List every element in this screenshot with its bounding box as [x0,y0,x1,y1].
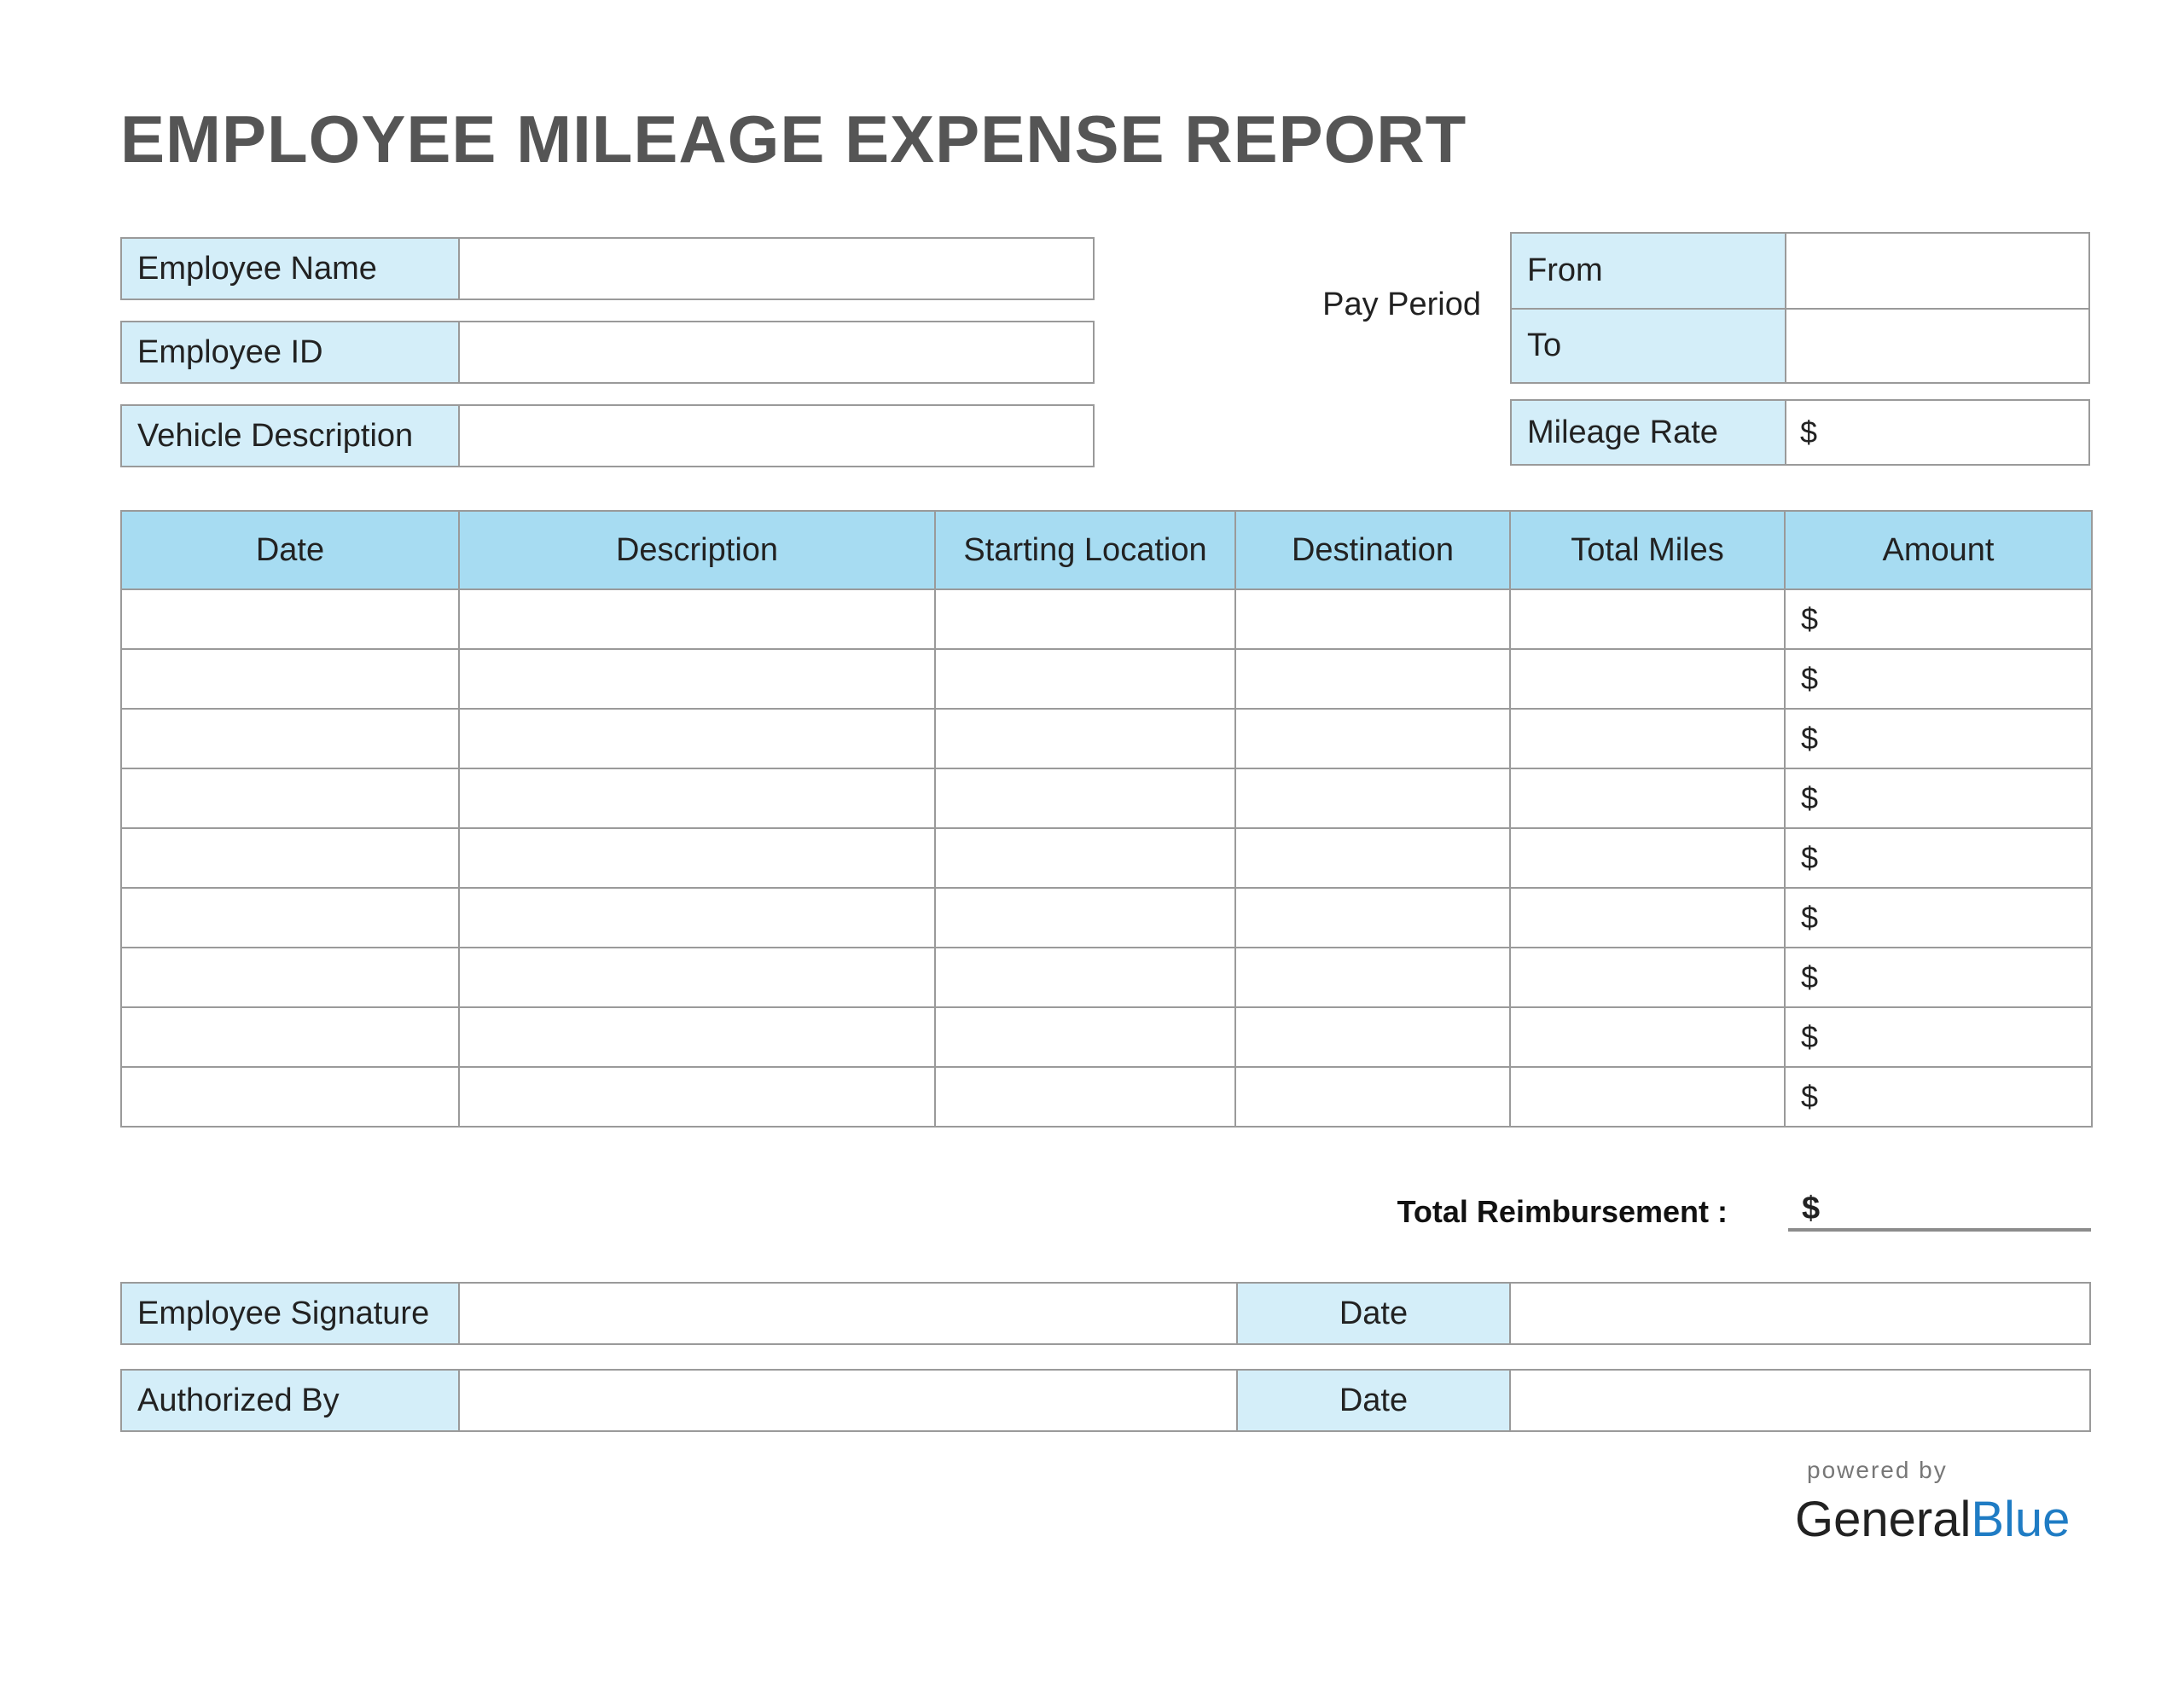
total-reimbursement-label: Total Reimbursement : [1397,1194,1728,1229]
header-starting-location: Starting Location [935,511,1235,589]
mileage-rate-label: Mileage Rate [1512,401,1786,464]
pay-period-to-input[interactable] [1786,310,2088,382]
table-row [121,828,2092,888]
brand-general: General [1795,1492,1972,1547]
cell-amount[interactable]: $ [1785,1007,2092,1067]
cell-destination[interactable] [1235,948,1510,1007]
cell-starting-location[interactable] [935,709,1235,768]
cell-date[interactable] [121,1007,459,1067]
cell-destination[interactable] [1235,828,1510,888]
table-body [121,589,2092,1127]
cell-amount[interactable]: $ [1785,948,2092,1007]
cell-total-miles[interactable] [1510,828,1785,888]
cell-destination[interactable] [1235,589,1510,649]
cell-destination[interactable] [1235,649,1510,709]
authorized-by-date-label: Date [1236,1371,1511,1430]
pay-period-from-row [1512,234,2088,308]
header-amount: Amount [1785,511,2092,589]
cell-date[interactable] [121,709,459,768]
header-description: Description [459,511,935,589]
page-title: EMPLOYEE MILEAGE EXPENSE REPORT [120,101,1467,177]
cell-destination[interactable] [1235,768,1510,828]
cell-starting-location[interactable] [935,768,1235,828]
cell-amount[interactable]: $ [1785,709,2092,768]
cell-amount[interactable]: $ [1785,649,2092,709]
cell-date[interactable] [121,888,459,948]
pay-period-label: Pay Period [1322,287,1481,322]
cell-starting-location[interactable] [935,649,1235,709]
cell-date[interactable] [121,828,459,888]
vehicle-description-field[interactable] [120,404,1095,467]
pay-period-to-row [1512,308,2088,382]
vehicle-description-label: Vehicle Description [122,406,460,466]
pay-period-to-label: To [1512,310,1786,382]
cell-amount[interactable]: $ [1785,1067,2092,1127]
cell-total-miles[interactable] [1510,1067,1785,1127]
cell-amount[interactable]: $ [1785,828,2092,888]
cell-description[interactable] [459,768,935,828]
authorized-by-date-input[interactable] [1511,1371,2089,1430]
cell-description[interactable] [459,948,935,1007]
cell-date[interactable] [121,589,459,649]
cell-description[interactable] [459,1067,935,1127]
cell-amount[interactable]: $ [1785,768,2092,828]
cell-date[interactable] [121,1067,459,1127]
header-date: Date [121,511,459,589]
employee-signature-row [120,1282,2091,1345]
cell-destination[interactable] [1235,1007,1510,1067]
employee-signature-input[interactable] [460,1284,1236,1343]
authorized-by-label: Authorized By [122,1371,460,1430]
total-reimbursement-value[interactable]: $ [1788,1191,2091,1232]
pay-period-box [1510,232,2090,384]
table-header-row [121,511,2092,589]
table-row [121,948,2092,1007]
cell-date[interactable] [121,768,459,828]
employee-name-field[interactable] [120,237,1095,300]
employee-id-label: Employee ID [122,322,460,382]
mileage-log-table [120,510,2093,1128]
cell-starting-location[interactable] [935,948,1235,1007]
cell-description[interactable] [459,709,935,768]
cell-starting-location[interactable] [935,888,1235,948]
cell-total-miles[interactable] [1510,888,1785,948]
authorized-by-row [120,1369,2091,1432]
employee-id-input[interactable] [460,322,1093,382]
cell-total-miles[interactable] [1510,768,1785,828]
employee-signature-date-label: Date [1236,1284,1511,1343]
cell-destination[interactable] [1235,1067,1510,1127]
pay-period-from-label: From [1512,234,1786,308]
cell-total-miles[interactable] [1510,649,1785,709]
cell-date[interactable] [121,948,459,1007]
cell-destination[interactable] [1235,888,1510,948]
table-row [121,709,2092,768]
cell-description[interactable] [459,888,935,948]
employee-id-field[interactable] [120,321,1095,384]
authorized-by-input[interactable] [460,1371,1236,1430]
general-blue-logo [1795,1491,2070,1548]
table-row [121,768,2092,828]
cell-description[interactable] [459,828,935,888]
table-row [121,649,2092,709]
cell-total-miles[interactable] [1510,1007,1785,1067]
cell-total-miles[interactable] [1510,948,1785,1007]
mileage-rate-input[interactable]: $ [1800,415,1818,449]
table-row [121,589,2092,649]
header-total-miles: Total Miles [1510,511,1785,589]
cell-starting-location[interactable] [935,1067,1235,1127]
employee-signature-date-input[interactable] [1511,1284,2089,1343]
cell-starting-location[interactable] [935,828,1235,888]
pay-period-from-input[interactable] [1786,234,2088,308]
cell-starting-location[interactable] [935,1007,1235,1067]
table-row [121,1007,2092,1067]
table-row [121,888,2092,948]
vehicle-description-input[interactable] [460,406,1093,466]
cell-amount[interactable]: $ [1785,888,2092,948]
cell-date[interactable] [121,649,459,709]
cell-starting-location[interactable] [935,589,1235,649]
table-row [121,1067,2092,1127]
employee-name-label: Employee Name [122,239,460,299]
header-destination: Destination [1235,511,1510,589]
cell-destination[interactable] [1235,709,1510,768]
cell-description[interactable] [459,649,935,709]
cell-total-miles[interactable] [1510,709,1785,768]
employee-name-input[interactable] [460,239,1093,299]
powered-by-text: powered by [1807,1457,1948,1483]
cell-description[interactable] [459,589,935,649]
cell-total-miles[interactable] [1510,589,1785,649]
brand-blue: Blue [1971,1492,2071,1547]
mileage-rate-field[interactable] [1510,399,2090,466]
employee-signature-label: Employee Signature [122,1284,460,1343]
cell-amount[interactable]: $ [1785,589,2092,649]
cell-description[interactable] [459,1007,935,1067]
